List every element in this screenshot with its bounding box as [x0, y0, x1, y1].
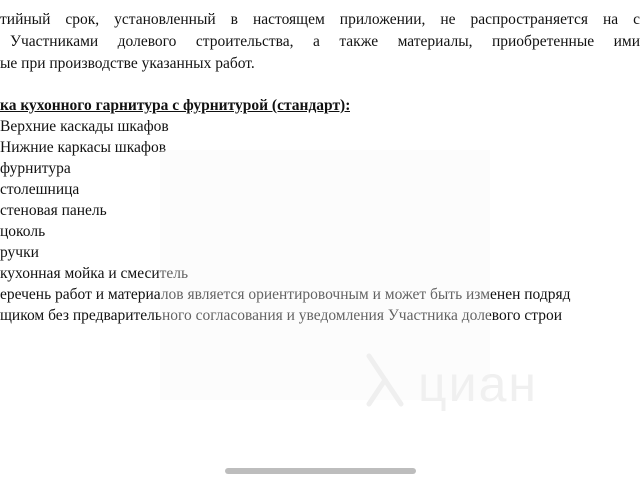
section-heading: ка кухонного гарнитура с фурнитурой (стандарт):	[0, 97, 351, 114]
list-item: Верхние каскады шкафов	[0, 118, 169, 135]
paragraph-line-1: тийный срок, установленный в настоящем приложении, не распространяется на с	[0, 11, 640, 28]
list-item: фурнитура	[0, 160, 71, 177]
list-item: стеновая панель	[0, 202, 107, 219]
list-item: цоколь	[0, 223, 46, 240]
list-item: столешница	[0, 181, 80, 198]
list-item: кухонная мойка и смеситель	[0, 265, 189, 282]
cian-logo-icon	[355, 350, 407, 410]
note-line-1: еречень работ и материалов является ориентировочным и может быть изменен подряд	[0, 286, 571, 303]
note-line-2: щиком без предварительного согласования и уведомления Участника долевого строи	[0, 307, 563, 324]
paragraph-line-2: Участниками долевого строительства, а также материалы, приобретенные ими	[10, 33, 640, 50]
watermark-text: циан	[418, 356, 538, 412]
paragraph-line-3: ые при производстве указанных работ.	[0, 55, 255, 72]
list-item: ручки	[0, 244, 39, 261]
list-item: Нижние каркасы шкафов	[0, 139, 167, 156]
horizontal-scrollbar[interactable]	[225, 468, 416, 474]
